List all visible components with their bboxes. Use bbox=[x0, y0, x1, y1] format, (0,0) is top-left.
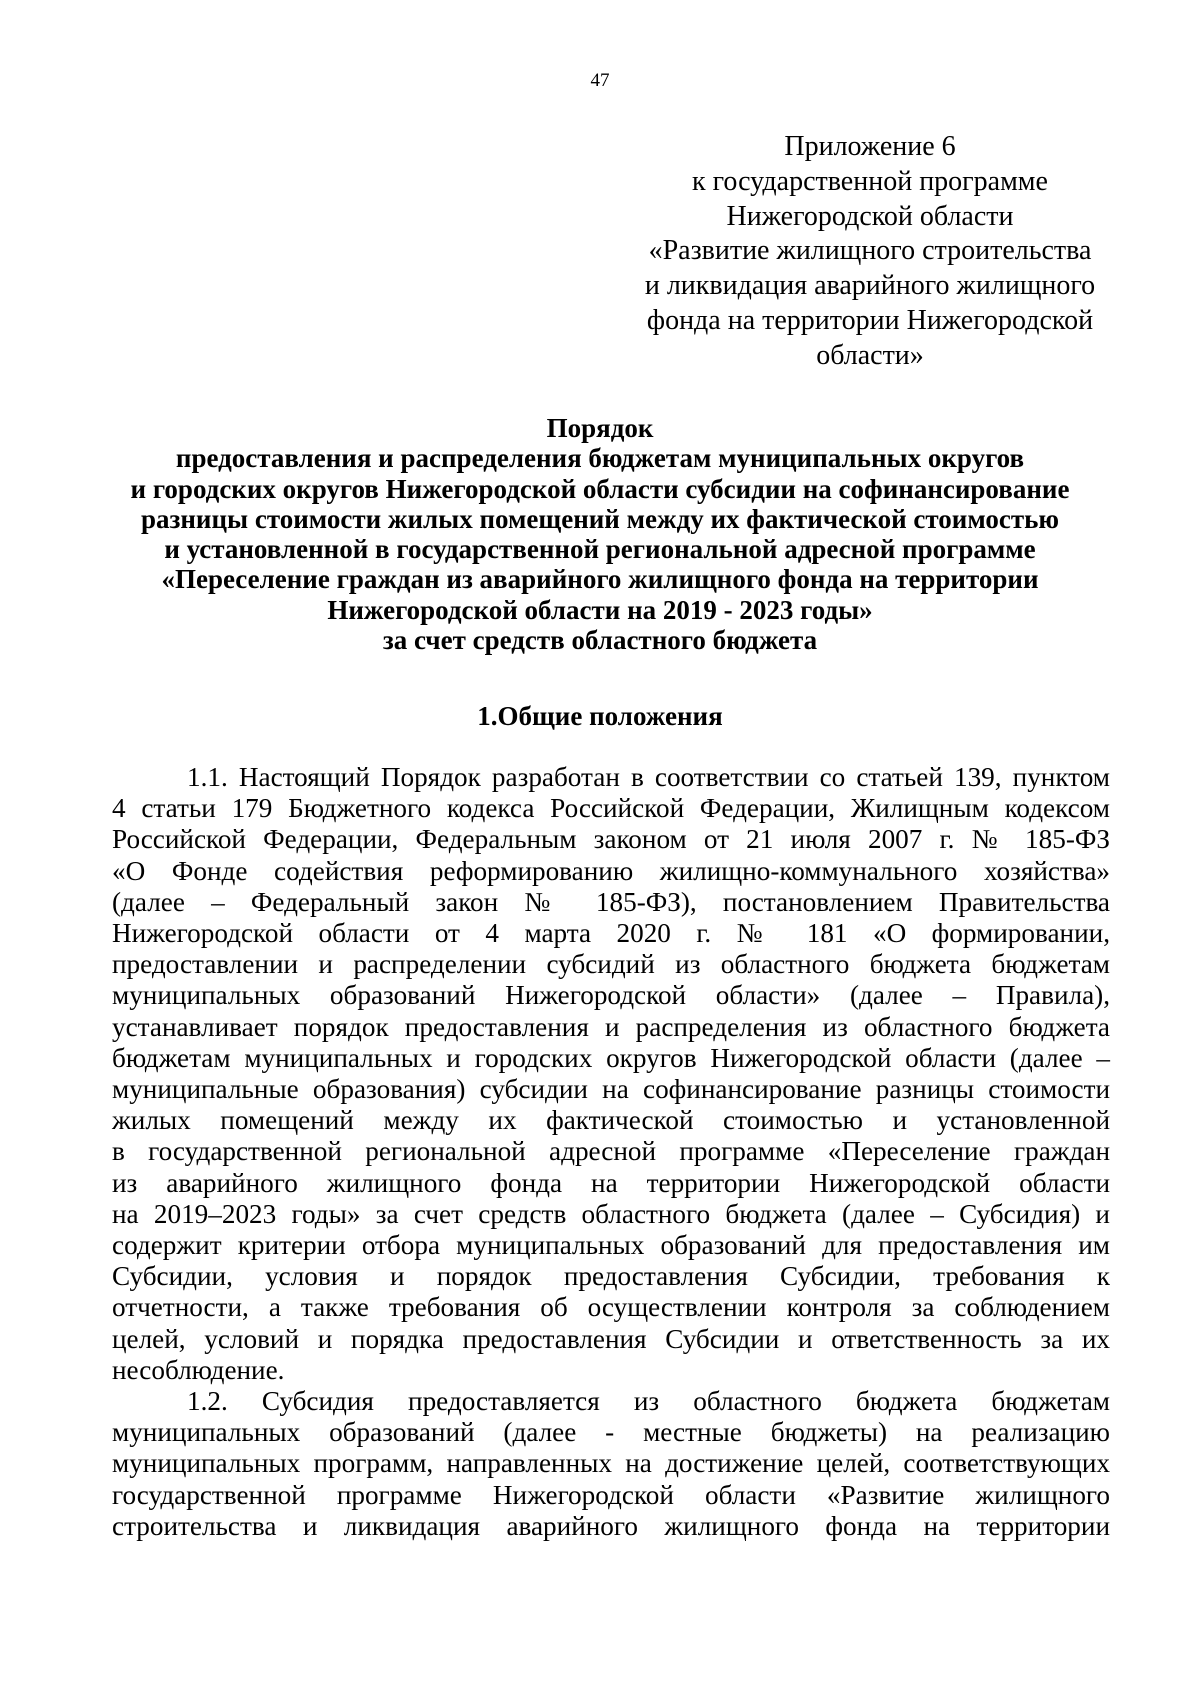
body-line: из аварийного жилищного фонда на территории Нижегородской области bbox=[112, 1167, 1110, 1198]
body-line: Нижегородской области от 4 марта 2020 г. № 181 «О формировании, bbox=[112, 918, 1110, 949]
body-line: на 2019–2023 годы» за счет средств областного бюджета (далее – Субсидия) и bbox=[112, 1198, 1110, 1229]
title-line: разницы стоимости жилых помещений между их фактической стоимостью bbox=[140, 503, 1060, 534]
title-line: предоставления и распределения бюджетам муниципальных округов bbox=[175, 443, 1025, 474]
title-line: Порядок bbox=[546, 413, 654, 443]
appendix-line: Нижегородской области bbox=[726, 200, 1014, 232]
section-heading: 1.Общие положения bbox=[477, 701, 723, 731]
title-line: и городских округов Нижегородской области субсидии на софинансирование bbox=[130, 473, 1070, 504]
body-line: бюджетам муниципальных и городских округов Нижегородской области (далее – bbox=[112, 1042, 1110, 1073]
appendix-line: фонда на территории Нижегородской bbox=[646, 304, 1094, 336]
title-line: и установленной в государственной региональной адресной программе bbox=[164, 534, 1036, 565]
appendix-line: Приложение 6 bbox=[784, 131, 956, 162]
body-line: 1.1. Настоящий Порядок разработан в соответствии со статьей 139, пунктом bbox=[187, 762, 1110, 792]
body-line: содержит критерии отбора муниципальных образований для предоставления им bbox=[112, 1230, 1110, 1261]
body-line: жилых помещений между их фактической стоимостью и установленной bbox=[112, 1105, 1110, 1136]
body-text bbox=[112, 762, 1110, 1542]
body-line: отчетности, а также требования об осуществлении контроля за соблюдением bbox=[112, 1292, 1110, 1323]
body-line: устанавливает порядок предоставления и распределения из областного бюджета bbox=[112, 1011, 1110, 1042]
title-line: «Переселение граждан из аварийного жилищного фонда на территории bbox=[161, 564, 1039, 595]
title-line: за счет средств областного бюджета bbox=[382, 625, 818, 656]
body-line: «О Фонде содействия реформированию жилищно-коммунального хозяйства» bbox=[112, 855, 1110, 886]
body-line: муниципальных образований (далее - местные бюджеты) на реализацию bbox=[112, 1417, 1110, 1448]
appendix-header bbox=[640, 130, 1100, 374]
appendix-line: области» bbox=[816, 339, 924, 371]
appendix-line: и ликвидация аварийного жилищного bbox=[644, 270, 1096, 302]
body-line: государственной программе Нижегородской области «Развитие жилищного bbox=[112, 1479, 1110, 1510]
document-title bbox=[100, 413, 1100, 655]
body-line: в государственной региональной адресной программе «Переселение граждан bbox=[112, 1136, 1110, 1167]
body-line: муниципальных программ, направленных на достижение целей, соответствующих bbox=[112, 1448, 1110, 1479]
body-line: Субсидии, условия и порядок предоставления Субсидии, требования к bbox=[112, 1261, 1110, 1292]
title-line: Нижегородской области на 2019 - 2023 годы» bbox=[327, 594, 873, 625]
body-line: муниципальные образования) субсидии на софинансирование разницы стоимости bbox=[112, 1074, 1110, 1105]
body-line: 4 статьи 179 Бюджетного кодекса Российской Федерации, Жилищным кодексом bbox=[112, 793, 1110, 824]
body-line: целей, условий и порядка предоставления Субсидии и ответственность за их bbox=[112, 1323, 1110, 1354]
page-number: 47 bbox=[590, 70, 610, 91]
appendix-line: к государственной программе bbox=[692, 165, 1048, 197]
body-line: строительства и ликвидация аварийного жилищного фонда на территории bbox=[112, 1510, 1110, 1541]
body-line: (далее – Федеральный закон № 185-ФЗ), постановлением Правительства bbox=[112, 886, 1110, 917]
body-line: Российской Федерации, Федеральным законом от 21 июля 2007 г. № 185-ФЗ bbox=[112, 824, 1110, 855]
body-line: 1.2. Субсидия предоставляется из областного бюджета бюджетам bbox=[187, 1386, 1110, 1417]
body-line: предоставлении и распределении субсидий из областного бюджета бюджетам bbox=[112, 949, 1110, 980]
body-line: муниципальных образований Нижегородской области» (далее – Правила), bbox=[112, 980, 1110, 1011]
appendix-line: «Развитие жилищного строительства bbox=[648, 235, 1092, 267]
body-line: несоблюдение. bbox=[112, 1354, 285, 1385]
